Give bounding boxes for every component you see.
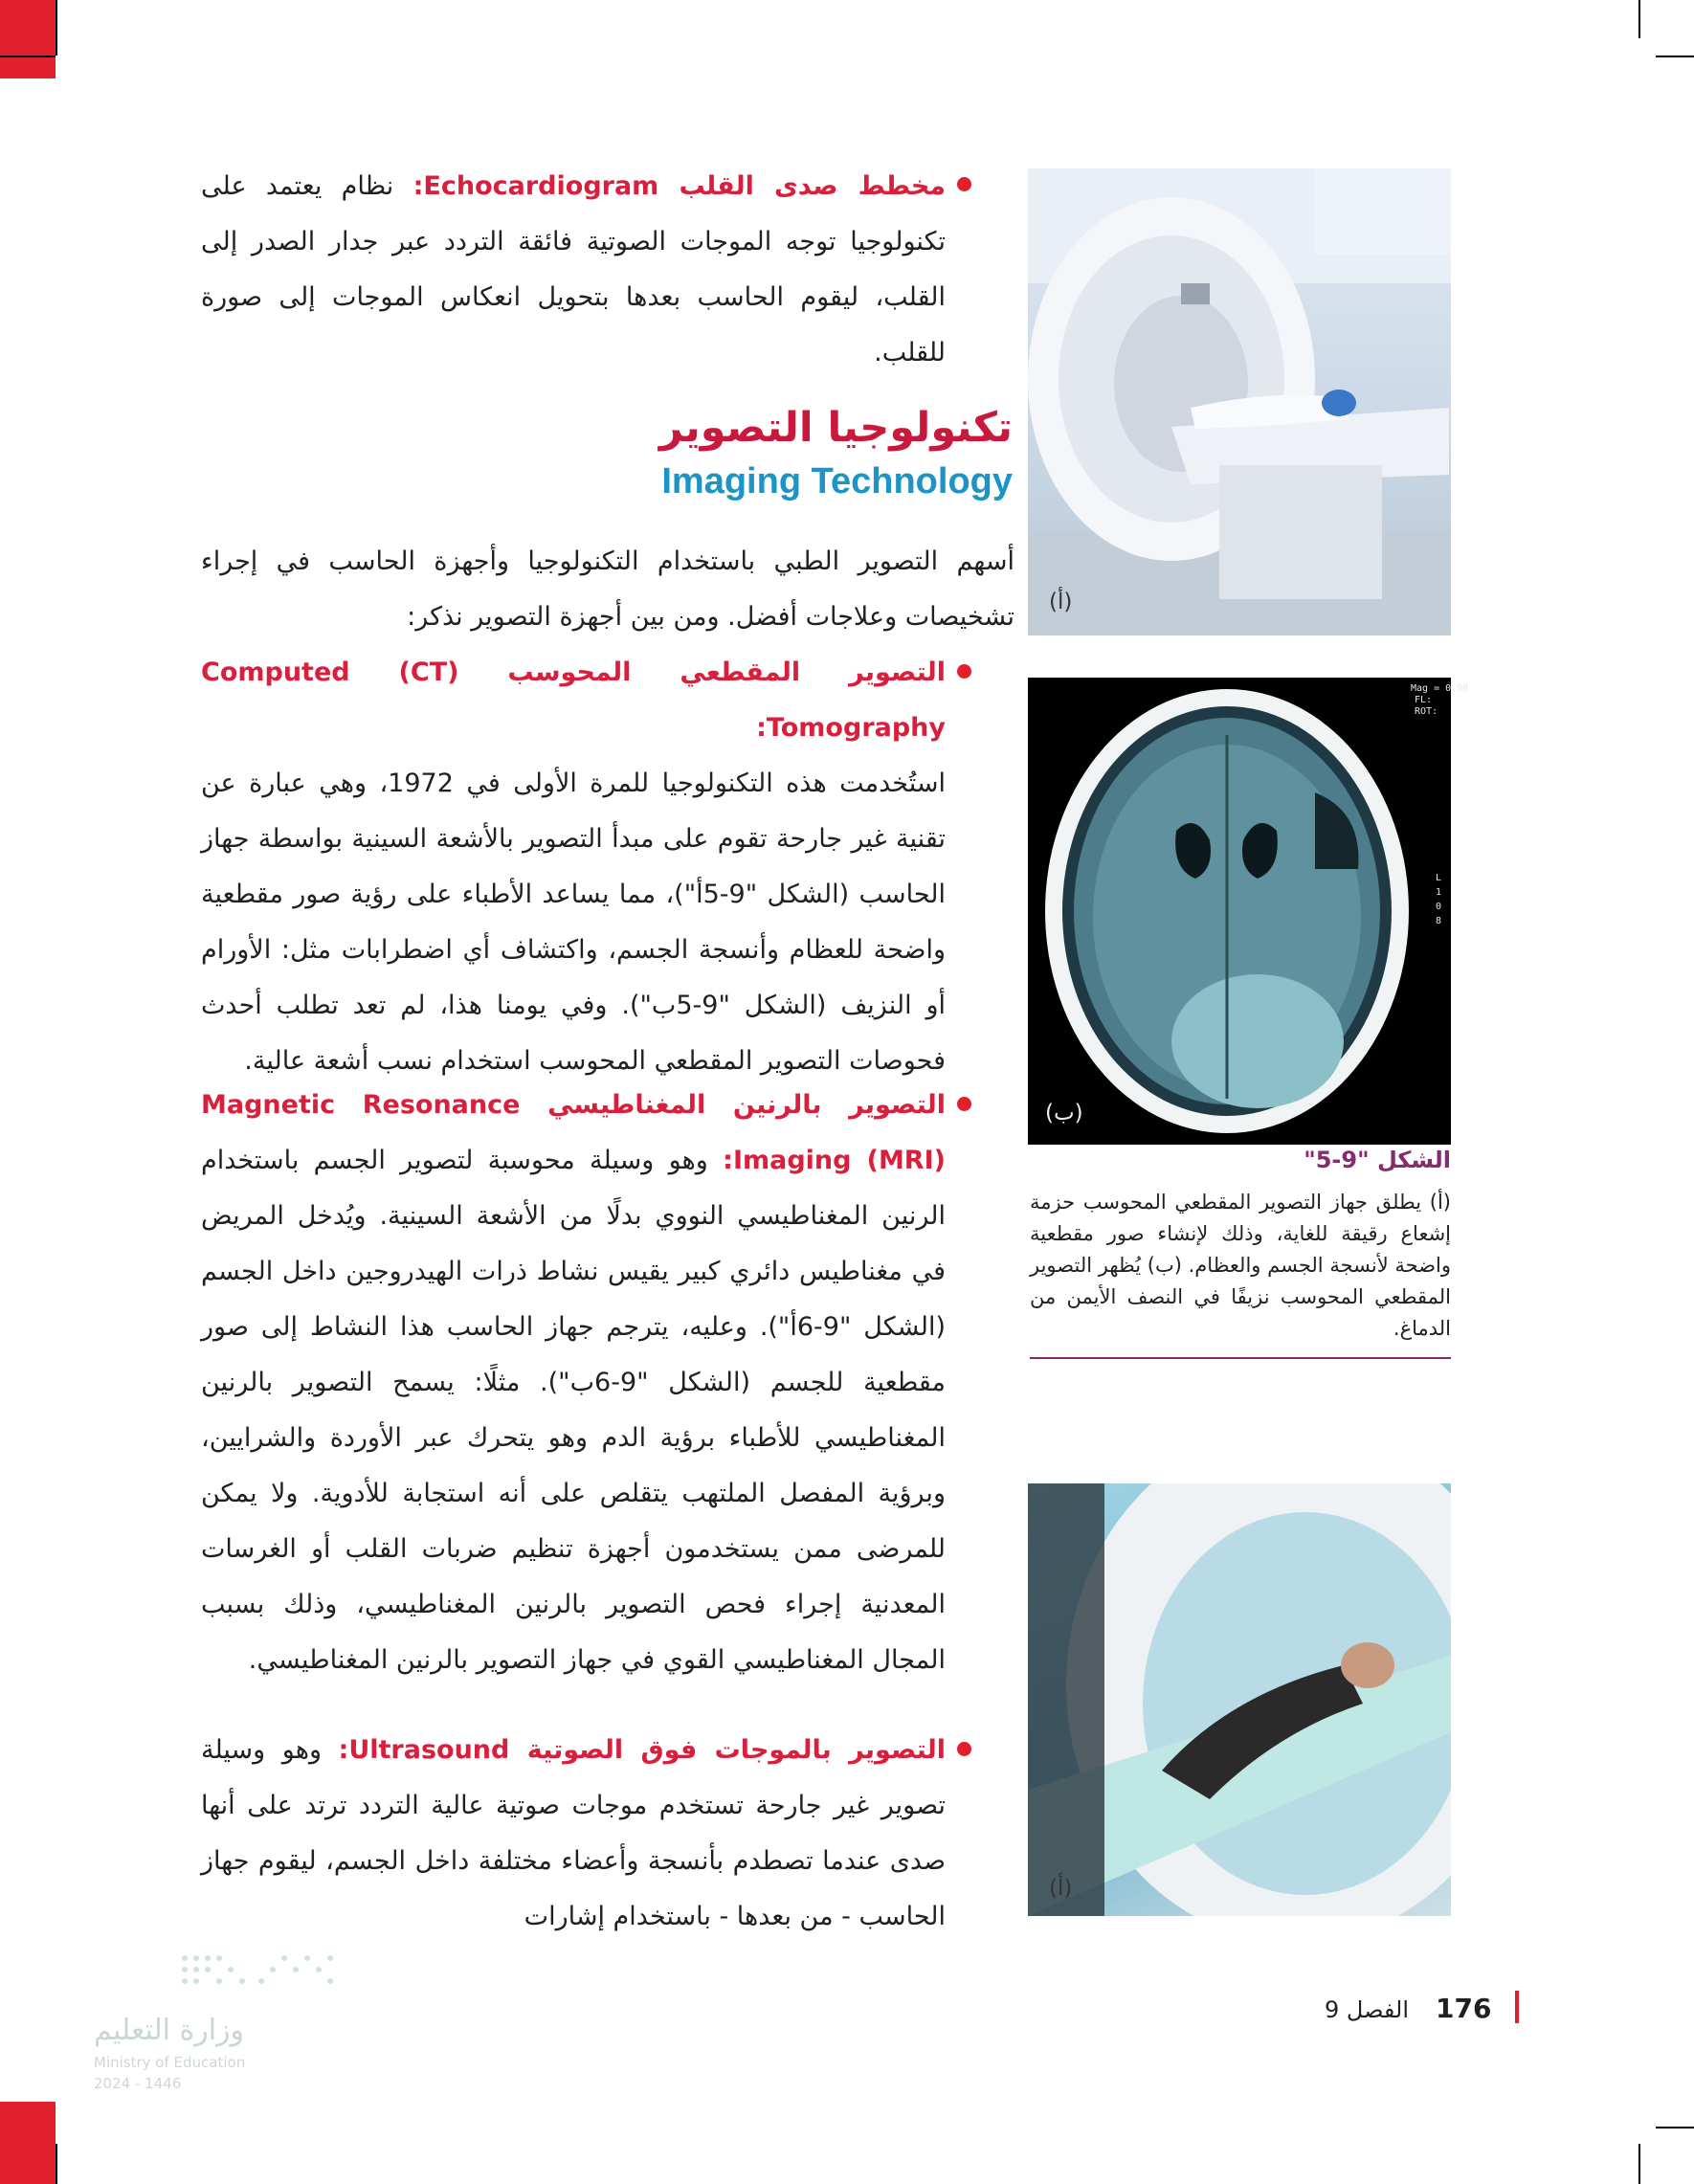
ministry-logo bbox=[94, 1949, 343, 2102]
mri-text: وهو وسيلة محوسبة لتصوير الجسم باستخدام الرنين المغناطيسي النووي بدلًا من الأشعة السينية. ويُدخل المريض في مغناطيس دائري كبير يقيس نشاط ذرات الهيدروجين داخل الجسم (الشكل "9-6أ"). وعليه، يترجم جهاز الحاسب هذا النشاط إلى صور مقطعية للجسم (الشكل "9-6ب"). مثلًا: يسمح التصوير بالرنين المغناطيسي للأطباء برؤية الدم وهو يتحرك عبر الأوردة والشرايين، وبرؤية المفصل الملتهب يتقلص على أنه استجابة للأدوية. ولا يمكن للمرضى ممن يستخدمون أجهزة تنظيم ضربات القلب أو الغرسات المعدنية إجراء فحص التصوير بالرنين المغناطيسي، وذلك بسبب المجال المغناطيسي القوي في جهاز التصوير بالرنين المغناطيسي. bbox=[201, 1146, 946, 1675]
intro-paragraph bbox=[201, 534, 1014, 645]
crop-mark bbox=[0, 56, 56, 57]
ct-text: استُخدمت هذه التكنولوجيا للمرة الأولى في 1972، وهي عبارة عن تقنية غير جارحة تقوم على مبدأ التصوير بالأشعة السينية بواسطة جهاز الحاسب (الشكل "9-5أ")، مما يساعد الأطباء على رؤية صور مقطعية واضحة للعظام وأنسجة الجسم، واكتشاف أي اضطرابات مثل: الأورام أو النزيف (الشكل "9-5ب"). وفي يومنا هذا، لم تعد تطلب أحدث فحوصات التصوير المقطعي المحوسب استخدام نسب أشعة عالية. bbox=[201, 769, 946, 1076]
ministry-year: 2024 - 1446 bbox=[94, 2075, 182, 2092]
section-heading-english: Imaging Technology bbox=[661, 461, 1013, 501]
bullet-icon bbox=[957, 177, 971, 191]
mri-paragraph bbox=[201, 1078, 946, 1688]
crop-mark bbox=[1638, 2144, 1640, 2184]
ct-overlay-fl: FL: bbox=[1415, 695, 1433, 705]
figure-label-a: (أ) bbox=[1049, 590, 1073, 614]
ct-overlay-rot: ROT: bbox=[1415, 706, 1438, 717]
ct-paragraph bbox=[201, 645, 946, 1089]
bullet-icon bbox=[957, 1097, 971, 1111]
ministry-name-ar: وزارة التعليم bbox=[94, 2014, 245, 2047]
section-heading-arabic: تكنولوجيا التصوير bbox=[658, 404, 1013, 452]
ct-overlay-side: L 1 0 8 bbox=[1436, 873, 1442, 926]
intro-text: أسهم التصوير الطبي باستخدام التكنولوجيا وأجهزة الحاسب في إجراء تشخيصات وعلاجات أفضل. ومن بين أجهزة التصوير نذكر: bbox=[201, 546, 1014, 632]
ultrasound-paragraph bbox=[201, 1723, 946, 1945]
bottom-red-tab bbox=[0, 2102, 56, 2184]
crop-mark bbox=[56, 2144, 57, 2184]
logo-dots-icon bbox=[94, 1949, 343, 2006]
caption-title: الشكل "9-5" bbox=[1304, 1147, 1451, 1173]
ultrasound-text: وهو وسيلة تصوير غير جارحة تستخدم موجات صوتية عالية التردد ترتد على أنها صدى عندما تصطدم بأنسجة وأعضاء مختلفة داخل الجسم، ليقوم جهاز الحاسب - من بعدها - باستخدام إشارات bbox=[201, 1735, 946, 1931]
footer-divider bbox=[1515, 1991, 1519, 2023]
crop-mark bbox=[1656, 2127, 1694, 2128]
mri-illustration bbox=[1028, 1483, 1451, 1916]
ct-scanner-photo bbox=[1028, 168, 1451, 635]
caption-text: (أ) يطلق جهاز التصوير المقطعي المحوسب حزمة إشعاع رقيقة للغاية، وذلك لإنشاء صور مقطعية واضحة لأنسجة الجسم والعظام. (ب) يُظهر التصوير المقطعي المحوسب نزيفًا في النصف الأيمن من الدماغ. bbox=[1030, 1191, 1451, 1340]
echo-term: مخطط صدى القلب Echocardiogram: bbox=[412, 171, 946, 201]
top-red-tab bbox=[0, 0, 56, 78]
figure-label-a2: (أ) bbox=[1049, 1876, 1073, 1901]
bullet-icon bbox=[957, 1742, 971, 1756]
figure-label-b: (ب) bbox=[1045, 1101, 1083, 1125]
mri-patient-photo bbox=[1028, 1483, 1451, 1916]
crop-mark bbox=[1638, 0, 1640, 38]
crop-mark bbox=[1656, 56, 1694, 57]
mri-term: التصوير بالرنين المغناطيسي Magnetic Resonance Imaging (MRI): bbox=[201, 1090, 947, 1175]
ultrasound-term: التصوير بالموجات فوق الصوتية Ultrasound: bbox=[338, 1735, 946, 1765]
ct-overlay-mag: Mag = 0.98 bbox=[1411, 683, 1469, 694]
caption-divider bbox=[1030, 1357, 1451, 1359]
echo-text: نظام يعتمد على تكنولوجيا توجه الموجات الصوتية فائقة التردد عبر جدار الصدر إلى القلب، ليقوم الحاسب بعدها بتحويل انعكاس الموجات إلى صورة للقلب. bbox=[201, 171, 946, 368]
ct-brain-scan bbox=[1028, 678, 1451, 1145]
brain-scan-illustration bbox=[1028, 678, 1451, 1145]
crop-mark bbox=[56, 0, 57, 56]
ministry-name-en: Ministry of Education bbox=[94, 2054, 246, 2071]
ct-term: التصوير المقطعي المحوسب (CT) Computed Tomography: bbox=[201, 657, 946, 743]
chapter-label: الفصل 9 bbox=[1325, 1996, 1410, 2023]
page-number: 176 bbox=[1436, 1993, 1492, 2024]
echo-paragraph bbox=[201, 159, 946, 381]
ct-scanner-illustration bbox=[1028, 168, 1451, 635]
bullet-icon bbox=[957, 664, 971, 679]
